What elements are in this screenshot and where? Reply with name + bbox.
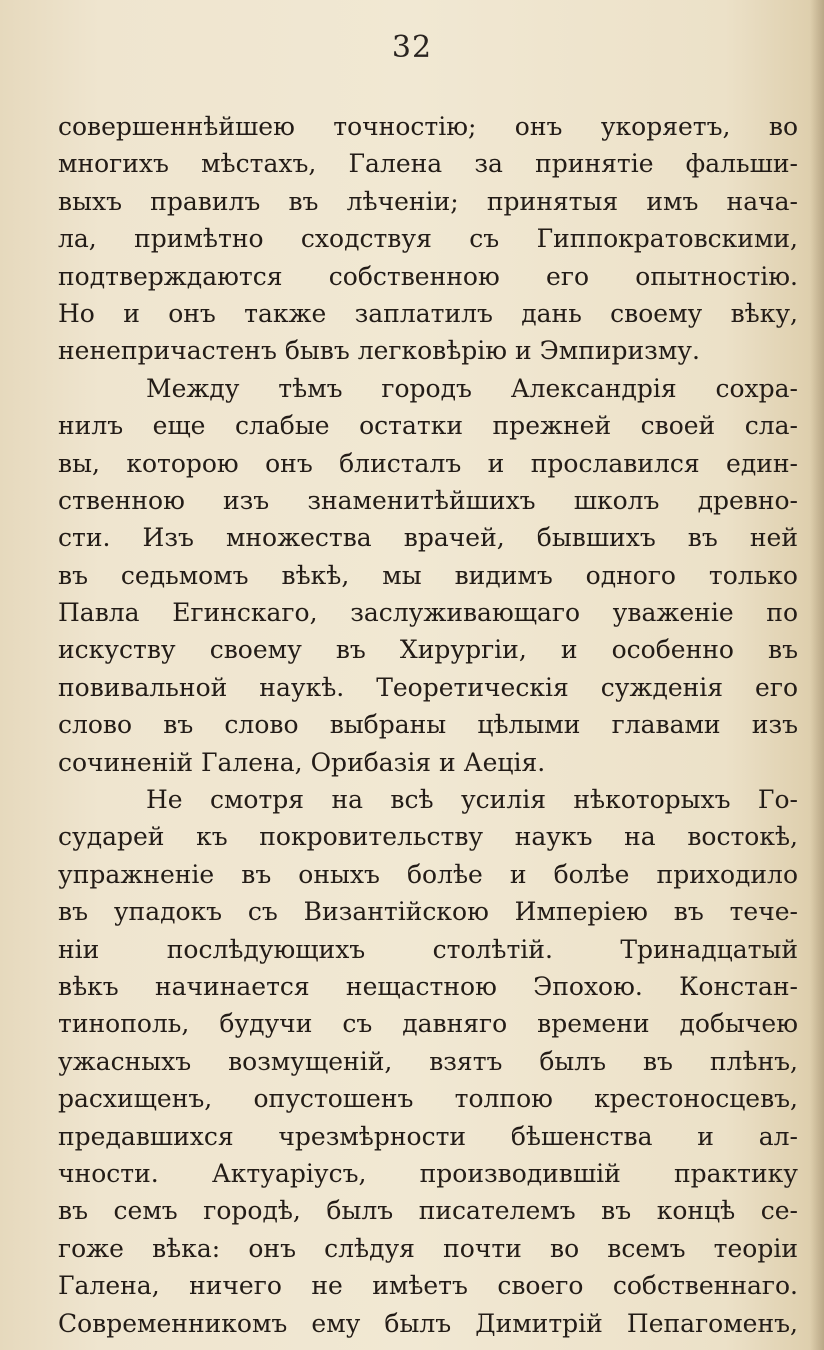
text-line: въ семъ городѣ, былъ писателемъ въ концѣ се- — [58, 1196, 798, 1226]
page-number: 32 — [391, 30, 433, 65]
text-line: ственною изъ знаменитѣйшихъ школъ древно- — [58, 485, 798, 515]
text-line: Галена, ничего не имѣетъ своего собственнаго. — [58, 1271, 798, 1301]
paragraph-start-line: Между тѣмъ городъ Александрія сохра- — [146, 373, 798, 403]
page-edge-shadow — [810, 0, 824, 1350]
text-line: тинополь, будучи съ давняго времени добычею — [58, 1009, 798, 1039]
text-line: вѣкъ начинается нещастною Эпохою. Констан- — [58, 971, 798, 1001]
text-line: подтверждаются собственною его опытностію. — [58, 261, 798, 291]
text-line: предавшихся чрезмѣрности бѣшенства и ал- — [58, 1121, 798, 1151]
text-line: Павла Егинскаго, заслуживающаго уваженіе по — [58, 598, 798, 628]
text-line: расхищенъ, опустошенъ толпою крестоносцевъ, — [58, 1084, 798, 1114]
text-line: ніи послѣдующихъ столѣтій. Тринадцатый — [58, 934, 798, 964]
text-line: чности. Актуаріусъ, производившій практику — [58, 1158, 798, 1188]
text-line: ла, примѣтно сходствуя съ Гиппократовскими, — [58, 224, 798, 254]
text-line: сударей къ покровительству наукъ на востокѣ, — [58, 822, 798, 852]
text-line: искуству своему въ Хирургіи, и особенно въ — [58, 635, 798, 665]
text-line: многихъ мѣстахъ, Галена за принятіе фальши- — [58, 149, 798, 179]
text-line: вы, которою онъ блисталъ и прославился един- — [58, 448, 798, 478]
text-line: въ седьмомъ вѣкѣ, мы видимъ одного только — [58, 560, 798, 590]
paragraph-end-line: ненепричастенъ бывъ легковѣрію и Эмпиризму. — [58, 336, 700, 366]
text-line: совершеннѣйшею точностію; онъ укоряетъ, во — [58, 112, 798, 141]
text-line: Современникомъ ему былъ Димитрій Пепагоменъ, — [58, 1308, 798, 1338]
body-text — [58, 108, 798, 1342]
text-line: упражненіе въ оныхъ болѣе и болѣе приходило — [58, 859, 798, 889]
paragraph-start-line: Не смотря на всѣ усилія нѣкоторыхъ Го- — [146, 785, 798, 815]
text-line: Но и онъ также заплатилъ дань своему вѣку, — [58, 298, 798, 328]
text-line: слово въ слово выбраны цѣлыми главами изъ — [58, 710, 798, 740]
text-line: въ упадокъ съ Византійскою Имперіею въ тече- — [58, 897, 798, 927]
text-line: выхъ правилъ въ лѣченіи; принятыя имъ нача- — [58, 186, 798, 216]
text-line: сти. Изъ множества врачей, бывшихъ въ ней — [58, 523, 798, 553]
text-line: повивальной наукѣ. Теоретическія сужденія его — [58, 672, 798, 702]
text-line: гоже вѣка: онъ слѣдуя почти во всемъ теоріи — [58, 1233, 798, 1263]
text-line: нилъ еще слабые остатки прежней своей сла- — [58, 411, 798, 441]
text-line: ужасныхъ возмущеній, взятъ былъ въ плѣнъ, — [58, 1046, 798, 1076]
paragraph-end-line: сочиненій Галена, Орибазія и Аеція. — [58, 747, 546, 777]
